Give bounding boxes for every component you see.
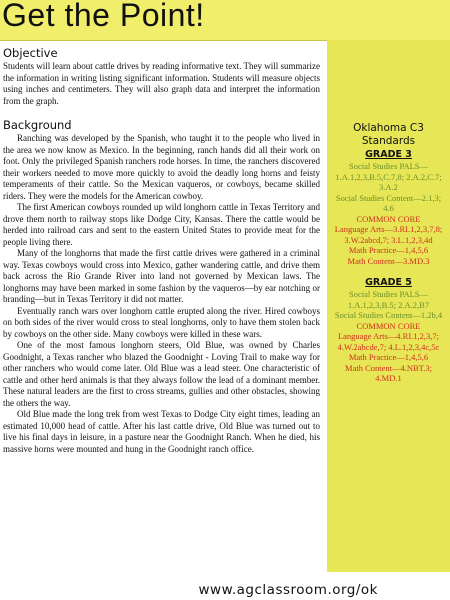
grade-3-math-content: Math Content—3.MD.3 <box>347 255 430 266</box>
grade-5-math-practice: Math Practice—1,4,5,6 <box>348 352 429 362</box>
background-paragraph: The first American cowboys rounded up wild longhorn cattle in Texas Territory and drove them north to railway stops like Dodge City, Kansas. There the cattle would be herded into railroad cars and sent to the eastern United States to provide meat for the people living there. <box>3 202 320 247</box>
standards-sidebar <box>327 40 450 572</box>
objective-text: Students will learn about cattle drives by reading informative text. They will summarize the information in writing listing significant information. Students will measure objects using inches and centimeters. They will also graph data and interpret the information from the graph. <box>3 61 320 106</box>
background-heading: Background <box>3 118 72 132</box>
grade-3-ss-content: Social Studies Content—2.1,3; 4.6 <box>335 192 442 213</box>
background-text <box>3 133 320 455</box>
grade-3-common-core: COMMON CORE <box>356 213 421 224</box>
main-content <box>0 40 320 572</box>
sidebar-title: Oklahoma C3 <box>353 122 424 134</box>
grade-5-label: GRADE 5 <box>365 277 412 288</box>
grade-3-ss-pals: Social Studies PALS—1.A.1,2,3,B.5,C.7,8; 2.A.2,C.7; 3.A.2 <box>335 161 442 192</box>
background-paragraph: Old Blue made the long trek from west Texas to Dodge City eight times, leading an estimated 10,000 head of cattle. After his last cattle drive, Old Blue was turned out to live his final days in leisure, in a pasture near the Goodnight Ranch. When he died, his massive horns were mounted and hung in the Goodnight ranch office. <box>3 409 320 454</box>
title-banner <box>0 0 450 41</box>
grade-5-ss-content: Social Studies Content—1.2b,4 <box>334 310 443 320</box>
background-paragraph: Ranching was developed by the Spanish, who taught it to the people who lived in the area we now know as Mexico. In the beginning, ranch hands did all their work on foot. Only the privileged Spanish ranchers rode horses. In time, the ranchers discovered their workers needed to move more quickly to avoid the deadly long horns and feisty temperaments of their cattle. So the Mexican vaqueros, or cowboys, became skilled riders. They were the models for the American cowboy. <box>3 133 320 201</box>
grade-5-ss-pals: Social Studies PALS—1.A.1,2,3,B.5; 2.A.2,B7 <box>347 289 430 310</box>
grade-3-language-arts: Language Arts—3.RI.1,2,3,7,8; 3.W.2abcd,7; 3.L.1,2,3,4d <box>334 224 443 245</box>
sidebar-subtitle: Standards <box>361 135 416 147</box>
background-paragraph: One of the most famous longhorn steers, Old Blue, was owned by Charles Goodnight, a Texas rancher who blazed the Goodnight - Loving Trail to make way for other ranchers who would come later. Old Blue was a lead steer. One characteristic of cattle and other herd animals is that they always follow the lead of a dominant member. These natural leaders are the first to cross streams, gullies and other obstacles, showing the others the way. <box>3 340 320 408</box>
grade-3-math-practice: Math Practice—1,4,5,6 <box>348 245 429 255</box>
grade-5-math-content: Math Content—4.NBT.3; 4.MD.1 <box>345 362 432 383</box>
footer <box>0 572 450 600</box>
background-paragraph: Eventually ranch wars over longhorn cattle erupted along the river. Hired cowboys on both sides of the river would cross to steal longhorns, only to have them stolen back by cowboys on the other side. Many cowboys were killed in these wars. <box>3 305 320 339</box>
footer-url[interactable]: www.agclassroom.org/ok <box>198 582 378 598</box>
grade-5-common-core: COMMON CORE <box>356 320 421 331</box>
background-paragraph: Many of the longhorns that made the first cattle drives were gathered in a criminal way. Texas cowboys would cross into Mexico, gather wandering cattle, and drive them back across the Rio Grande River into land not governed by Mexican laws. The longhorns may have been marked in some fashion by the vaqueros—by ear notching or branding—but in Texas Territory it did not matter. <box>3 248 320 304</box>
grade-3-label: GRADE 3 <box>365 149 412 160</box>
page-title: Get the Point! <box>2 0 205 33</box>
objective-heading: Objective <box>3 46 58 60</box>
grade-5-language-arts: Language Arts—4.RI.1,2,3,7; 4.W.2abcde,7; 4.L.1,2,3,4c,5c <box>337 331 440 352</box>
